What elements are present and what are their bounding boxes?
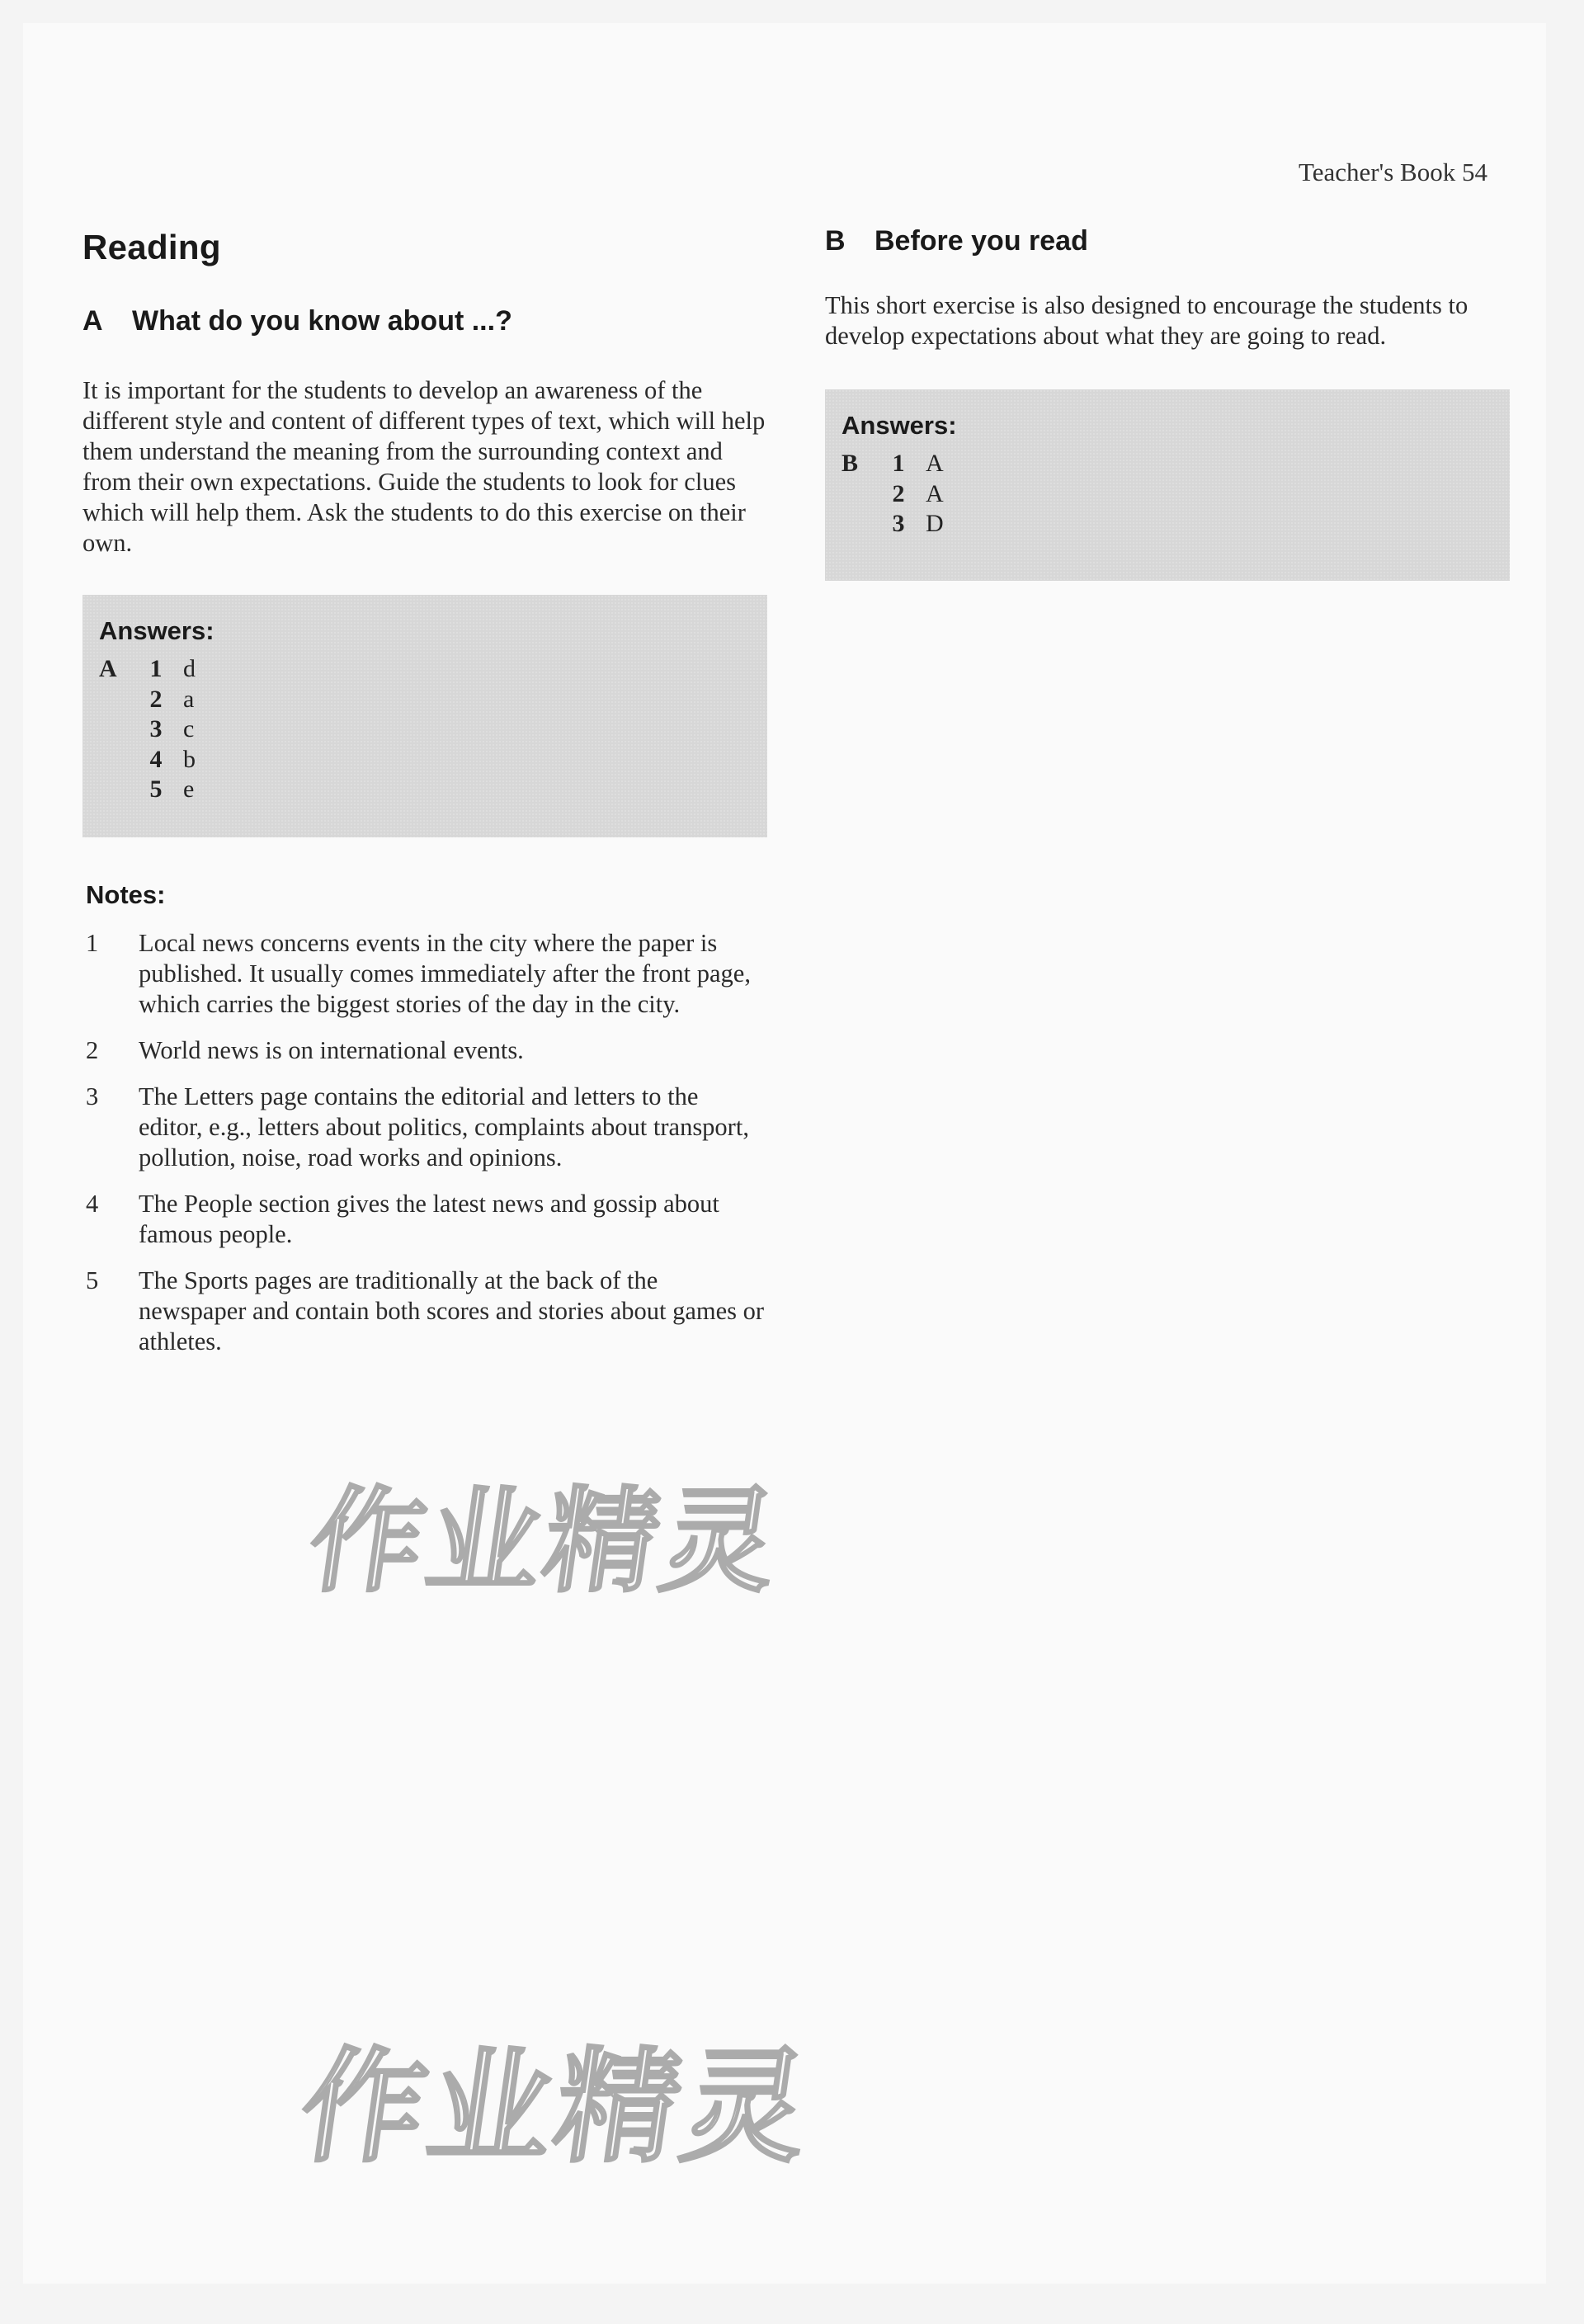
answers-title: Answers: xyxy=(99,616,214,645)
answers-list xyxy=(99,654,751,805)
subsection-b-heading xyxy=(825,225,1510,257)
answer-value: b xyxy=(183,745,196,773)
answer-number: 5 xyxy=(149,775,163,803)
answer-number: 1 xyxy=(892,450,905,477)
answers-box-a xyxy=(82,595,767,837)
note-text: World news is on international events. xyxy=(139,1036,524,1064)
note-text: The Sports pages are traditionally at the back of the newspaper and contain both scores and stories about games or athletes. xyxy=(139,1266,765,1355)
answer-section-letter xyxy=(842,479,878,510)
answer-row xyxy=(842,509,1493,540)
note-text: Local news concerns events in the city where the paper is published. It usually comes immediately after the front page, which carries the biggest stories of the day in the city. xyxy=(139,929,751,1018)
answer-value: a xyxy=(183,685,195,713)
answer-value: D xyxy=(926,510,944,537)
running-head: Teacher's Book 54 xyxy=(1299,158,1487,186)
page xyxy=(23,23,1546,2284)
answers-list xyxy=(842,449,1493,540)
note-item xyxy=(82,1035,767,1066)
answer-value: d xyxy=(183,655,196,682)
subsection-a-heading xyxy=(82,305,767,337)
note-text: The People section gives the latest news and gossip about famous people. xyxy=(139,1190,719,1248)
answer-row xyxy=(99,775,751,805)
answer-row xyxy=(99,654,751,685)
answer-section-letter xyxy=(99,714,135,745)
note-number: 5 xyxy=(86,1266,99,1294)
subsection-letter: A xyxy=(82,305,103,337)
note-number: 1 xyxy=(86,929,99,957)
answer-section-letter xyxy=(99,745,135,775)
note-text: The Letters page contains the editorial and letters to the editor, e.g., letters about politics, complaints about transport, pollution, noise, road works and opinions. xyxy=(139,1082,749,1171)
notes-list xyxy=(82,928,767,1357)
note-item xyxy=(82,928,767,1020)
notes-title: Notes: xyxy=(86,880,166,909)
intro-paragraph: This short exercise is also designed to encourage the students to develop expectations about what they are going to read. xyxy=(825,291,1468,350)
answer-section-letter: A xyxy=(99,655,117,682)
note-item xyxy=(82,1082,767,1173)
answer-number: 4 xyxy=(149,745,163,773)
subsection-title: Before you read xyxy=(874,225,1088,257)
intro-paragraph: It is important for the students to develop an awareness of the different style and content of different types of text, which will help them understand the meaning from the surrounding context and from their own expectations. Guide the students to look for clues which will help them. Ask the students to do this exercise on their own. xyxy=(82,376,766,557)
watermark: 作业精灵 xyxy=(291,2036,821,2180)
answer-section-letter xyxy=(99,775,135,805)
note-number: 3 xyxy=(86,1082,99,1110)
answer-row xyxy=(99,745,751,775)
answer-section-letter xyxy=(842,509,878,540)
answer-value: e xyxy=(183,775,195,803)
answer-number: 3 xyxy=(892,510,905,537)
answer-value: A xyxy=(926,479,944,507)
answer-row xyxy=(99,685,751,715)
note-number: 4 xyxy=(86,1190,99,1218)
note-number: 2 xyxy=(86,1036,99,1064)
left-column xyxy=(82,228,767,1373)
section-title: Reading xyxy=(82,228,221,266)
answer-section-letter: B xyxy=(842,450,859,477)
answer-row xyxy=(842,479,1493,510)
note-item xyxy=(82,1189,767,1250)
answer-row xyxy=(842,449,1493,479)
subsection-title: What do you know about ...? xyxy=(132,305,512,337)
answers-title: Answers: xyxy=(842,411,957,440)
answer-section-letter xyxy=(99,685,135,715)
answer-number: 1 xyxy=(149,655,163,682)
right-column xyxy=(825,225,1510,581)
answers-box-b xyxy=(825,389,1510,581)
answer-number: 3 xyxy=(149,715,163,742)
answer-value: c xyxy=(183,715,195,742)
subsection-letter: B xyxy=(825,225,846,257)
answer-value: A xyxy=(926,450,944,477)
answer-number: 2 xyxy=(149,685,163,713)
answer-number: 2 xyxy=(892,479,905,507)
answer-row xyxy=(99,714,751,745)
note-item xyxy=(82,1266,767,1357)
watermark: 作业精灵 xyxy=(301,1475,789,1608)
